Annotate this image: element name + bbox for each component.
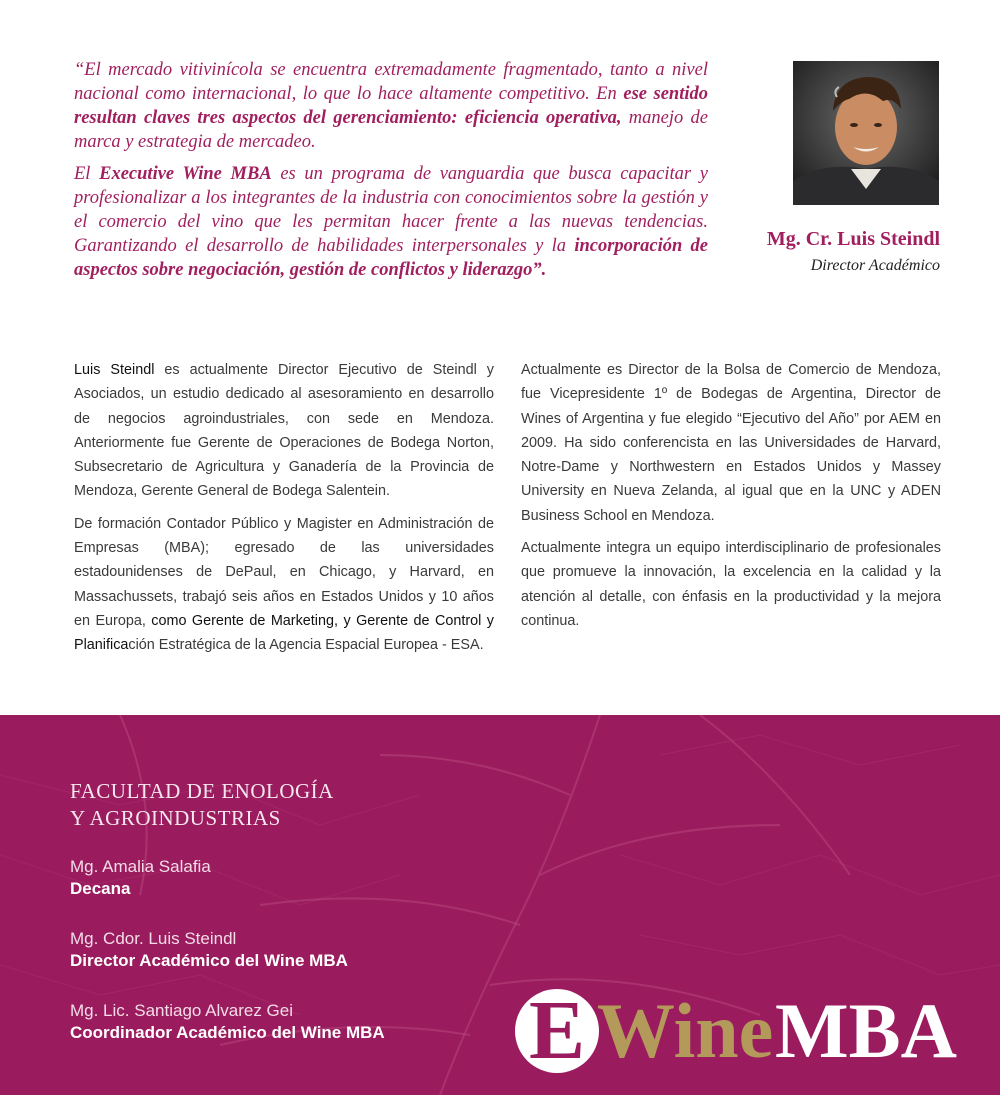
bio-paragraph: Actualmente es Director de la Bolsa de Comercio de Mendoza, fue Vicepresidente 1º de Bodegas de Argentina, Director de Wines of Argentina y fue elegido “Ejecutivo del Año” por AEM en 2009. Ha sido conferencista en las Universidades de Harvard, Notre-Dame y Northwestern en Estados Unidos y Massey University en Nueva Zelanda, al igual que en la UNC y ADEN Business School en Mendoza. [521, 362, 941, 524]
bio-column-right [521, 358, 941, 641]
staff-name: Mg. Amalia Salafia [70, 857, 211, 876]
bio-column-left [74, 358, 494, 666]
quote-paragraph-2 [74, 162, 708, 282]
quote-text: es un programa de vanguardia que busca capacitar y profesionalizar a los integrantes de la industria con conocimientos sobre la gestión y el comercio del vino que les permitan hacer frente a las nuevas tendencias. Garantizando el desarrollo de habilidades interpersonales y la [74, 164, 709, 256]
quote-highlight: ese sentido resultan claves tres aspectos del gerenciamiento: eficiencia operativa, [74, 84, 708, 128]
bio-text: como Gerente de Marketing, y Gerente de Control y Planifica [74, 612, 494, 654]
staff-entry [70, 1000, 385, 1044]
logo-wine-text: Wine [597, 987, 774, 1074]
quote-highlight: incorporación de aspectos sobre negociación, gestión de conflictos y liderazgo”. [74, 236, 709, 280]
staff-role: Decana [70, 879, 131, 898]
portrait-photo [793, 61, 939, 205]
faculty-title [70, 778, 334, 832]
quote-paragraph-1 [74, 58, 708, 154]
staff-entry [70, 856, 211, 900]
person-name: Mg. Cr. Luis Steindl [766, 228, 940, 250]
quote-text: El [74, 164, 100, 184]
logo-e-letter: E [528, 984, 586, 1077]
faculty-title-line: Y AGROINDUSTRIAS [70, 806, 281, 830]
logo-mba-text: MBA [775, 987, 957, 1074]
wine-mba-logo [515, 984, 957, 1077]
faculty-title-line: FACULTAD DE ENOLOGÍA [70, 779, 334, 803]
person-role: Director Académico [810, 257, 940, 274]
bio-paragraph: Actualmente integra un equipo interdisciplinario de profesionales que promueve la innovación, la excelencia en la calidad y la atención al detalle, con énfasis en la productividad y la mejora continua. [521, 540, 941, 629]
staff-name: Mg. Lic. Santiago Alvarez Gei [70, 1001, 294, 1020]
quote-text: “El mercado vitivinícola se encuentra extremadamente fragmentado, tanto a nivel nacional como internacional, lo que lo hace altamente competitivo. En [74, 60, 708, 104]
staff-role: Coordinador Académico del Wine MBA [70, 1023, 385, 1042]
staff-role: Director Académico del Wine MBA [70, 951, 348, 970]
staff-entry [70, 928, 348, 972]
bio-text: De formación Contador Público y Magister en Administración de Empresas (MBA); egresado de las universidades estadounidenses de DePaul, en Chicago, y Harvard, en Massachussets, trabajó seis años en Estados Unidos y 10 años en Europa, [74, 515, 494, 629]
bio-paragraph [74, 358, 494, 504]
program-name: Executive Wine MBA [99, 164, 272, 184]
bio-text: es actualmente Director Ejecutivo de Steindl y Asociados, un estudio dedicado al asesoramiento en desarrollo de negocios agroindustriales, con sede en Mendoza. Anteriormente fue Gerente de Operaciones de Bodega Norton, Subsecretario de Agricultura y Ganadería de la Provincia de Mendoza, Gerente General de Bodega Salentein. [74, 362, 494, 500]
bio-paragraph [74, 512, 494, 658]
bio-name: Luis Steindl [74, 362, 155, 378]
footer-band [0, 715, 1000, 1095]
staff-name: Mg. Cdor. Luis Steindl [70, 929, 237, 948]
quote-text: manejo de marca y estrategia de mercadeo. [74, 108, 708, 152]
bio-text: ción Estratégica de la Agencia Espacial Europea - ESA. [128, 637, 484, 654]
intro-quote [74, 58, 708, 290]
